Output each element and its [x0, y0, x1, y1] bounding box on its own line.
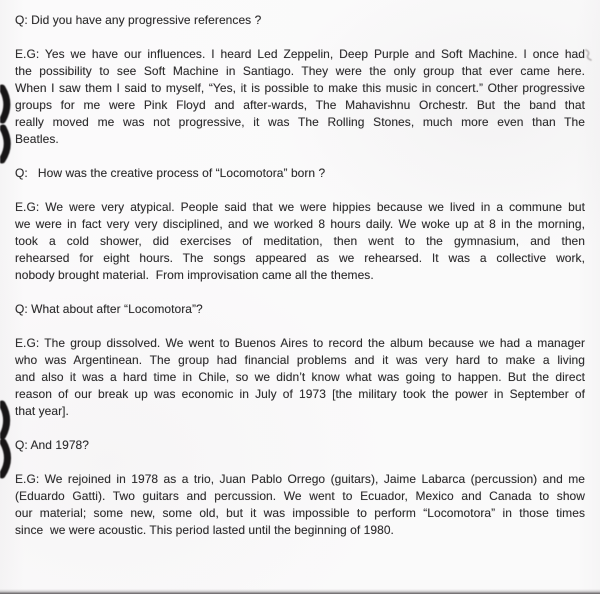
text-line: that year].: [15, 404, 69, 418]
text-line: Q: Did you have any progressive references ?: [15, 13, 262, 27]
binding-marks: [2, 88, 8, 475]
text-line: Q: And 1978?: [15, 438, 89, 452]
binding-mark: [2, 442, 8, 475]
question-paragraph: [15, 165, 585, 182]
stray-scan-mark: [586, 50, 591, 60]
answer-paragraph: [15, 471, 585, 539]
question-paragraph: [15, 301, 585, 318]
text-line: Q: How was the creative process of “Locomotora” born ?: [15, 166, 326, 180]
answer-paragraph: [15, 199, 585, 284]
interview-text: [15, 12, 585, 556]
text-line: our material; some new, some old, but it was impossible to perform “Locomotora” in those times: [15, 506, 585, 520]
text-line: When I saw them I said to myself, “Yes, it is possible to make this music in concert.” Other progressive: [15, 81, 585, 95]
text-line: who was Argentinean. The group had financial problems and it was very hard to make a living: [15, 353, 585, 367]
text-line: rehearsed for eight hours. The songs appeared as we rehearsed. It was a collective work,: [15, 251, 585, 265]
binding-mark: [2, 88, 7, 120]
binding-mark: [2, 128, 7, 160]
text-line: and also it was a hard time in Chile, so we didn’t know what was going to happen. But the direct: [15, 370, 585, 384]
text-line: Q: What about after “Locomotora”?: [15, 302, 203, 316]
question-paragraph: [15, 437, 585, 454]
text-line: E.G: We rejoined in 1978 as a trio, Juan Pablo Orrego (guitars), Jaime Labarca (percussion) and me: [15, 472, 585, 486]
text-line: nobody brought material. From improvisation came all the themes.: [15, 268, 374, 282]
text-line: the possibility to see Soft Machine in Santiago. They were the only group that ever came here.: [15, 64, 585, 78]
text-line: groups for me were Pink Floyd and after-wards, The Mahavishnu Orchestr. But the band that: [15, 98, 585, 112]
text-line: (Eduardo Gatti). Two guitars and percussion. We went to Ecuador, Mexico and Canada to show: [15, 489, 585, 503]
answer-paragraph: [15, 46, 585, 148]
text-line: reason of our break up was economic in July of 1973 [the military took the power in September of: [15, 387, 585, 401]
text-line: E.G: We were very atypical. People said that we were hippies because we lived in a commune but: [15, 200, 585, 214]
text-line: we were in fact very very disciplined, and we worked 8 hours daily. We woke up at 8 in the morning,: [15, 217, 585, 231]
text-line: took a cold shower, did exercises of meditation, then went to the gymnasium, and then: [15, 234, 585, 248]
text-line: since we were acoustic. This period lasted until the beginning of 1980.: [15, 523, 394, 537]
answer-paragraph: [15, 335, 585, 420]
question-paragraph: [15, 12, 585, 29]
text-line: E.G: Yes we have our influences. I heard Led Zeppelin, Deep Purple and Soft Machine. I once had: [15, 47, 585, 61]
text-line: E.G: The group dissolved. We went to Buenos Aires to record the album because we had a manager: [15, 336, 585, 350]
page-bottom-shadow: [0, 589, 600, 594]
text-line: really moved me was not progressive, it was The Rolling Stones, much more even than The: [15, 115, 585, 129]
text-line: Beatles.: [15, 132, 59, 146]
binding-mark: [2, 404, 7, 436]
